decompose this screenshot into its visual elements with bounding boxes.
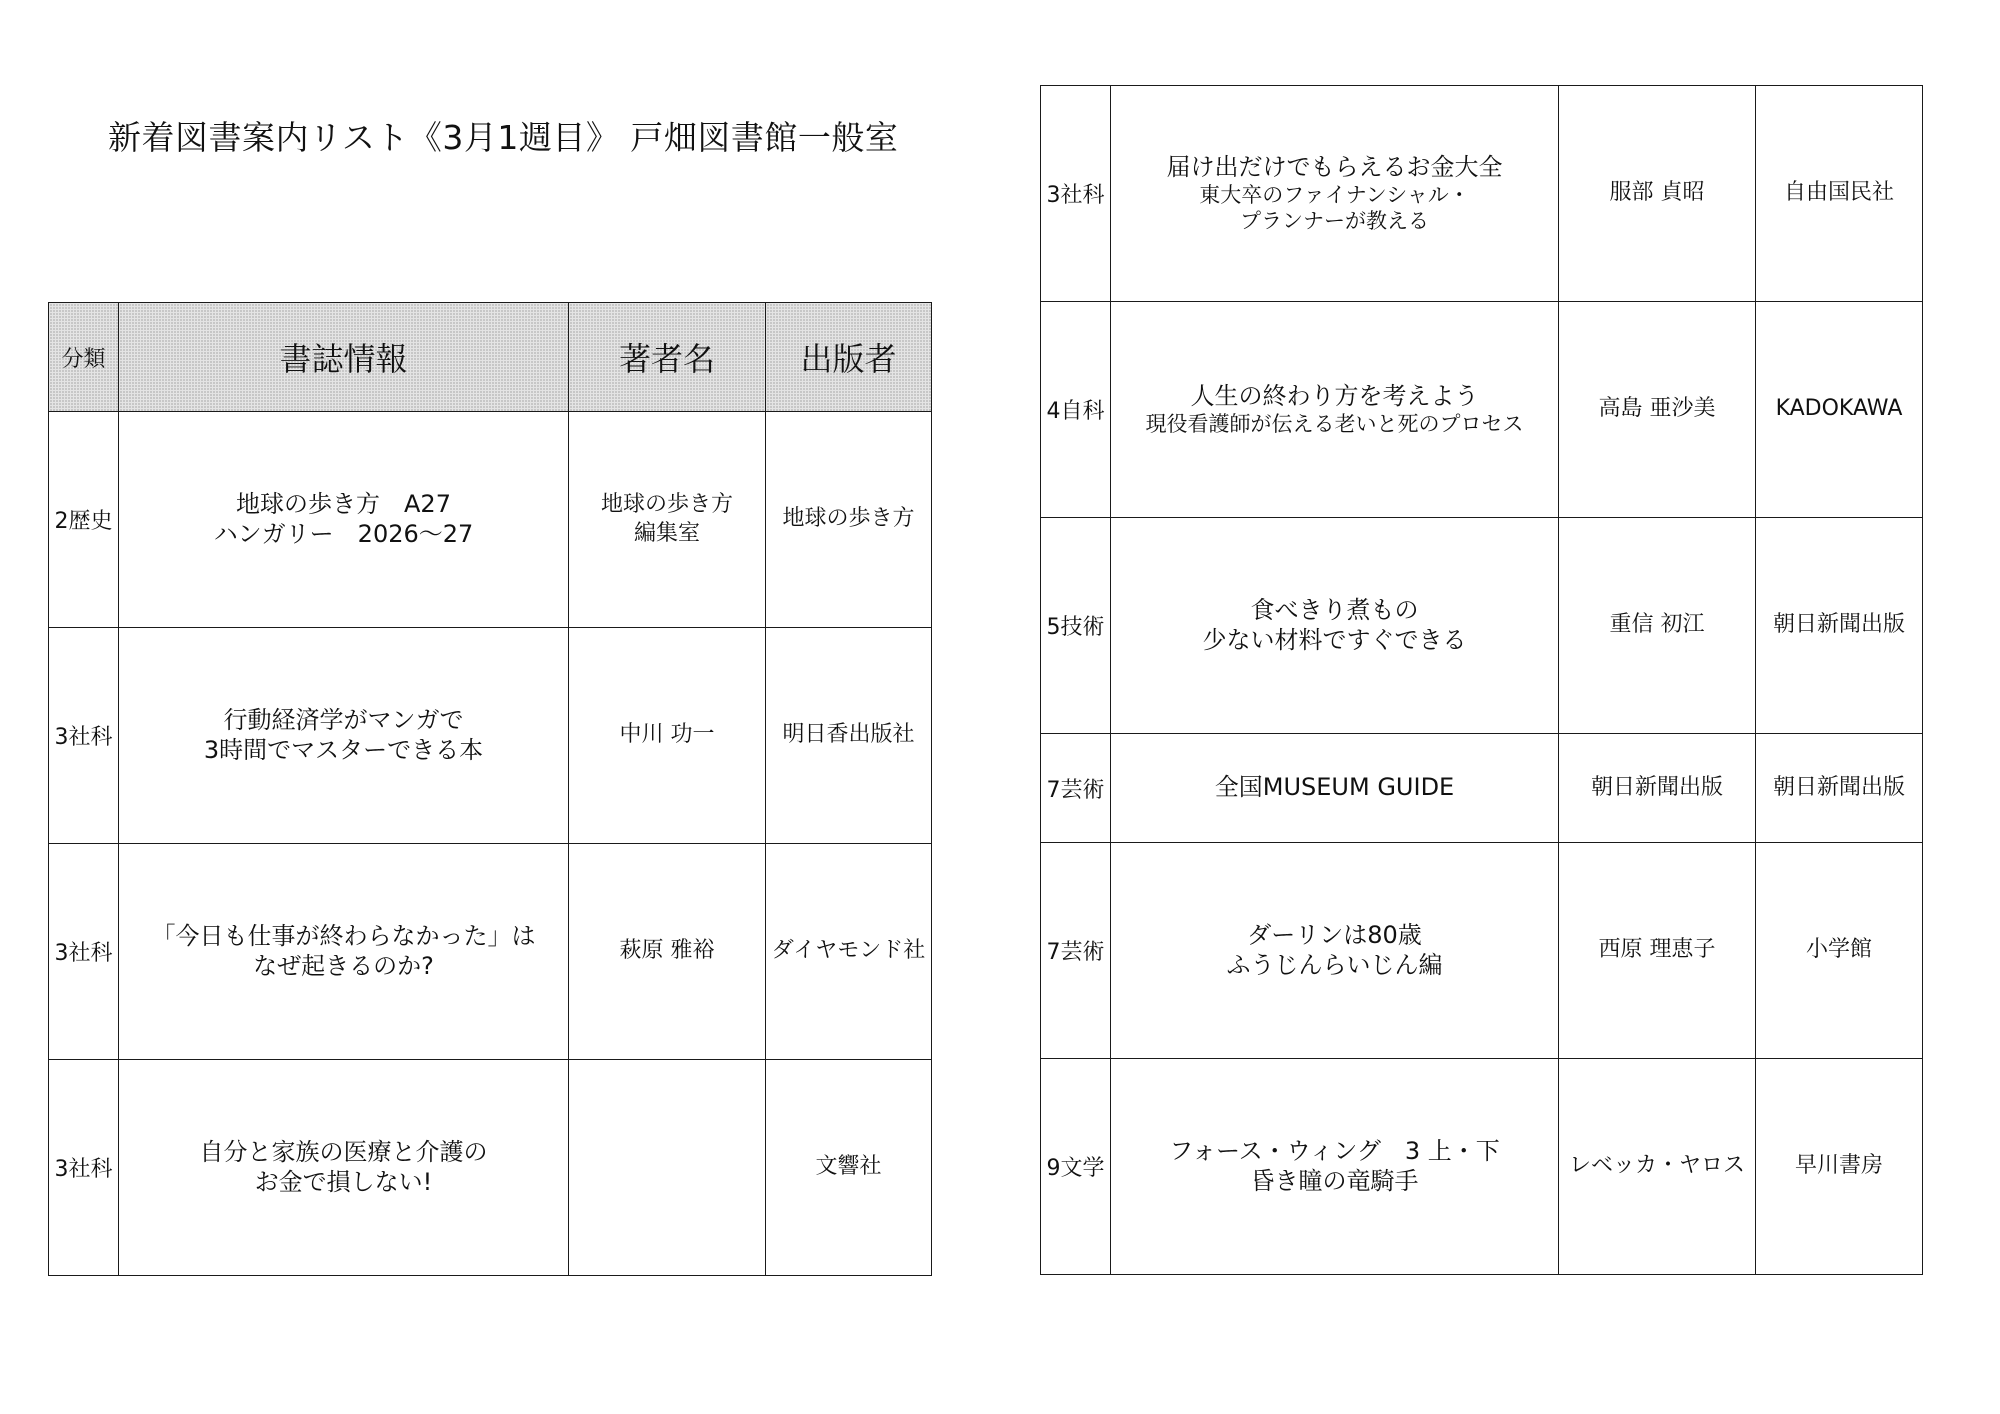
author-line: 地球の歩き方 xyxy=(600,491,733,517)
table-row xyxy=(1041,734,1923,843)
table-row xyxy=(49,412,932,628)
bibliography-cell xyxy=(119,412,569,628)
book-title-line: 人生の終わり方を考えよう xyxy=(1190,381,1479,410)
author-cell xyxy=(1559,734,1756,843)
publisher-cell: 小学館 xyxy=(1756,843,1923,1059)
header-bibliography: 書誌情報 xyxy=(119,303,569,412)
table-row xyxy=(1041,518,1923,734)
page-title: 新着図書案内リスト《3月1週目》 戸畑図書館一般室 xyxy=(108,118,899,157)
header-publisher: 出版者 xyxy=(766,303,932,412)
classification-cell: 7芸術 xyxy=(1041,843,1111,1059)
book-title-line: ダーリンは80歳 xyxy=(1247,921,1422,950)
author-cell xyxy=(569,1060,766,1276)
classification-cell: 4自科 xyxy=(1041,302,1111,518)
book-title-line: ハンガリー 2026～27 xyxy=(213,519,474,548)
book-list-right xyxy=(1040,85,1923,1275)
book-title-line: ふうじんらいじん編 xyxy=(1226,950,1443,979)
author-cell xyxy=(569,412,766,628)
author-line: 中川 功一 xyxy=(619,722,715,748)
bibliography-cell xyxy=(1111,1059,1559,1275)
author-line: レベッカ・ヤロス xyxy=(1568,1153,1745,1179)
book-title-line: お金で損しない! xyxy=(254,1167,433,1196)
book-title-line: 地球の歩き方 A27 xyxy=(236,490,451,519)
author-cell xyxy=(1559,1059,1756,1275)
book-subtitle-line: プランナーが教える xyxy=(1240,209,1429,234)
author-line: 西原 理恵子 xyxy=(1598,937,1716,963)
book-title-line: 昏き瞳の竜騎手 xyxy=(1250,1166,1419,1195)
book-subtitle-line: 現役看護師が伝える老いと死のプロセス xyxy=(1145,412,1524,436)
table-row xyxy=(49,844,932,1060)
publisher-cell: 朝日新聞出版 xyxy=(1756,734,1923,843)
bibliography-cell xyxy=(1111,302,1559,518)
table-row xyxy=(49,628,932,844)
classification-cell: 3社科 xyxy=(1041,86,1111,302)
publisher-cell: 地球の歩き方 xyxy=(766,412,932,628)
book-title-line: 3時間でマスターできる本 xyxy=(203,735,484,764)
classification-cell: 7芸術 xyxy=(1041,734,1111,843)
bibliography-cell xyxy=(119,628,569,844)
table-header-row xyxy=(49,303,932,412)
table-row xyxy=(49,1060,932,1276)
book-title-line: 食べきり煮もの xyxy=(1250,596,1419,625)
classification-cell: 3社科 xyxy=(49,844,119,1060)
table-row xyxy=(1041,302,1923,518)
author-cell xyxy=(1559,302,1756,518)
table-row xyxy=(1041,86,1923,302)
publisher-cell: 早川書房 xyxy=(1756,1059,1923,1275)
book-title-line: 届け出だけでもらえるお金大全 xyxy=(1166,152,1503,181)
table-row xyxy=(1041,843,1923,1059)
author-line: 高島 亜沙美 xyxy=(1598,396,1716,422)
classification-cell: 2歴史 xyxy=(49,412,119,628)
book-title-line: フォース・ウィング 3 上・下 xyxy=(1169,1137,1500,1166)
classification-cell: 9文学 xyxy=(1041,1059,1111,1275)
classification-cell: 5技術 xyxy=(1041,518,1111,734)
classification-cell: 3社科 xyxy=(49,1060,119,1276)
author-line: 服部 貞昭 xyxy=(1609,180,1705,206)
book-subtitle-line: 東大卒のファイナンシャル・ xyxy=(1199,182,1470,207)
author-cell xyxy=(1559,518,1756,734)
author-line: 朝日新聞出版 xyxy=(1590,774,1723,800)
book-title-line: 行動経済学がマンガで xyxy=(223,706,464,735)
bibliography-cell xyxy=(1111,843,1559,1059)
book-title-line: 少ない材料ですぐできる xyxy=(1202,625,1467,654)
author-line: 編集室 xyxy=(633,520,700,546)
publisher-cell: 明日香出版社 xyxy=(766,628,932,844)
header-author: 著者名 xyxy=(569,303,766,412)
book-title-line: 「今日も仕事が終わらなかった」は xyxy=(151,922,536,951)
publisher-cell: KADOKAWA xyxy=(1756,302,1923,518)
bibliography-cell xyxy=(119,1060,569,1276)
publisher-cell: 朝日新聞出版 xyxy=(1756,518,1923,734)
author-line: 萩原 雅裕 xyxy=(619,938,715,964)
bibliography-cell xyxy=(1111,518,1559,734)
author-cell xyxy=(1559,843,1756,1059)
table-row xyxy=(1041,1059,1923,1275)
book-title-line: 全国MUSEUM GUIDE xyxy=(1214,773,1455,802)
book-title-line: なぜ起きるのか? xyxy=(253,951,434,980)
bibliography-cell xyxy=(1111,734,1559,843)
author-cell xyxy=(569,628,766,844)
header-classification: 分類 xyxy=(49,303,119,412)
author-cell xyxy=(569,844,766,1060)
classification-cell: 3社科 xyxy=(49,628,119,844)
bibliography-cell xyxy=(119,844,569,1060)
bibliography-cell xyxy=(1111,86,1559,302)
author-cell xyxy=(1559,86,1756,302)
publisher-cell: ダイヤモンド社 xyxy=(766,844,932,1060)
book-list-left xyxy=(48,302,932,1276)
book-title-line: 自分と家族の医療と介護の xyxy=(199,1138,488,1167)
author-line: 重信 初江 xyxy=(1609,612,1705,638)
publisher-cell: 文響社 xyxy=(766,1060,932,1276)
publisher-cell: 自由国民社 xyxy=(1756,86,1923,302)
